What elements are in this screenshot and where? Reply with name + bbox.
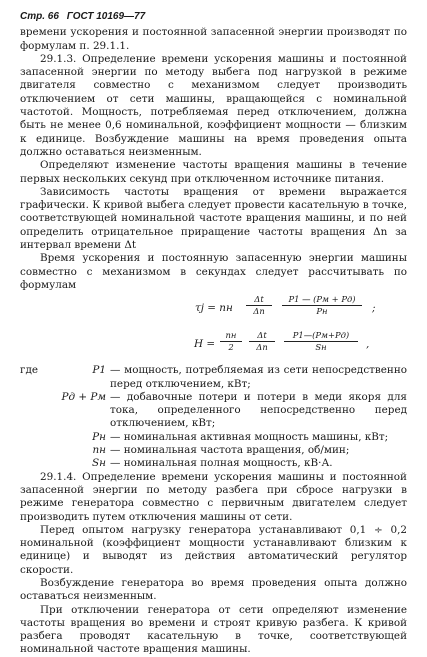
- definition-row: [20, 364, 407, 391]
- formula-2-frac-2: $\frac{\Delta t}{\Delta n}$: [249, 330, 275, 353]
- definition-row: [20, 444, 407, 457]
- formula-1-tail: ;: [372, 302, 376, 315]
- paragraph-29-1-3: 29.1.3. Определение времени ускорения машины и постоянной запасенной энергии по методу выбега под нагрузкой в режиме двигателя совместно с механизмом следует производить отключением от сети машины, вращающейся с номинальной частотой. Мощность, потребляемая перед отключением, должна быть не менее 0,6 номинальной, коэффициент мощности — близким к единице. Возбуждение машины на время проведения опыта должно оставаться неизменным.: [20, 52, 407, 158]
- formula-block: [20, 292, 407, 362]
- definition-symbol: nн: [92, 444, 106, 457]
- paragraph-4: Зависимость частоты вращения от времени выражается графически. К кривой выбега следует провести касательную в точке, соответствующей номинальной частоте вращения машины, и по ней определить отрицательное приращение частоты вращения Δn за интервал времени Δt: [20, 185, 407, 252]
- paragraph-8: Возбуждение генератора во время проведения опыта должно оставаться неизменным.: [20, 576, 407, 603]
- definition-text: — номинальная полная мощность, кВ·А.: [110, 457, 333, 470]
- formula-2-frac-3: P1—(Pм+Pд) Sн: [284, 330, 358, 353]
- paragraph-9: При отключении генератора от сети определяют изменение частоты вращения во времени и строят кривую разбега. К кривой разбега проводят касательную в точке, соответствующей номинальной частоте вращения машины.: [20, 603, 407, 656]
- paragraph-3: Определяют изменение частоты вращения машины в течение первых нескольких секунд при отключенном источнике питания.: [20, 159, 407, 185]
- definition-symbol: Pд + Pм: [61, 390, 106, 403]
- where-label: где: [20, 364, 38, 377]
- page-number: Стр. 66: [20, 11, 59, 22]
- formula-2-tail: ,: [366, 338, 370, 351]
- definition-symbol: Sн: [92, 457, 106, 470]
- paragraph-5: Время ускорения и постоянную запасенную энергии машины совместно с механизмом в секундах следует рассчитывать по формулам: [20, 252, 407, 291]
- formula-2-lhs: H =: [194, 338, 216, 351]
- definitions-list: [20, 364, 407, 470]
- formula-1-frac-2: P1 — (Pм + Pд) Pн: [282, 294, 362, 317]
- formula-1-lhs: τj = nн: [195, 302, 233, 315]
- definition-row: [20, 431, 407, 444]
- definition-symbol: Pн: [92, 430, 106, 443]
- definition-row: [20, 391, 407, 431]
- definition-symbol: P1: [92, 364, 106, 377]
- formula-1-frac-1: $\frac{\Delta t}{\Delta n}$: [246, 294, 272, 317]
- definition-text: — добавочные потери и потери в меди якоря для тока, определенного непосредственно перед отключением, кВт;: [110, 390, 407, 430]
- definition-text: — номинальная активная мощность машины, кВт;: [110, 430, 389, 443]
- paragraph-29-1-4: 29.1.4. Определение времени ускорения машины и постоянной запасенной энергии по методу разбега при сбросе нагрузки в режиме генератора совместно с первичным двигателем следует производить путем отключения машины от сети.: [20, 470, 407, 523]
- page-header: [20, 10, 407, 23]
- definition-row: [20, 457, 407, 470]
- formula-2-frac-1: nн 2: [220, 330, 242, 353]
- standard-number: ГОСТ 10169—77: [66, 11, 146, 22]
- paragraph-1: времени ускорения и постоянной запасенной энергии производят по формулам п. 29.1.1.: [20, 26, 407, 52]
- definition-text: — номинальная частота вращения, об/мин;: [110, 444, 350, 457]
- definition-text: — мощность, потребляемая из сети непосредственно перед отключением, кВт;: [110, 364, 407, 390]
- paragraph-7: Перед опытом нагрузку генератора устанавливают 0,1 ÷ 0,2 номинальной (коэффициент мощности устанавливают близким к единице) и выводят из действия автоматический регулятор скорости.: [20, 523, 407, 576]
